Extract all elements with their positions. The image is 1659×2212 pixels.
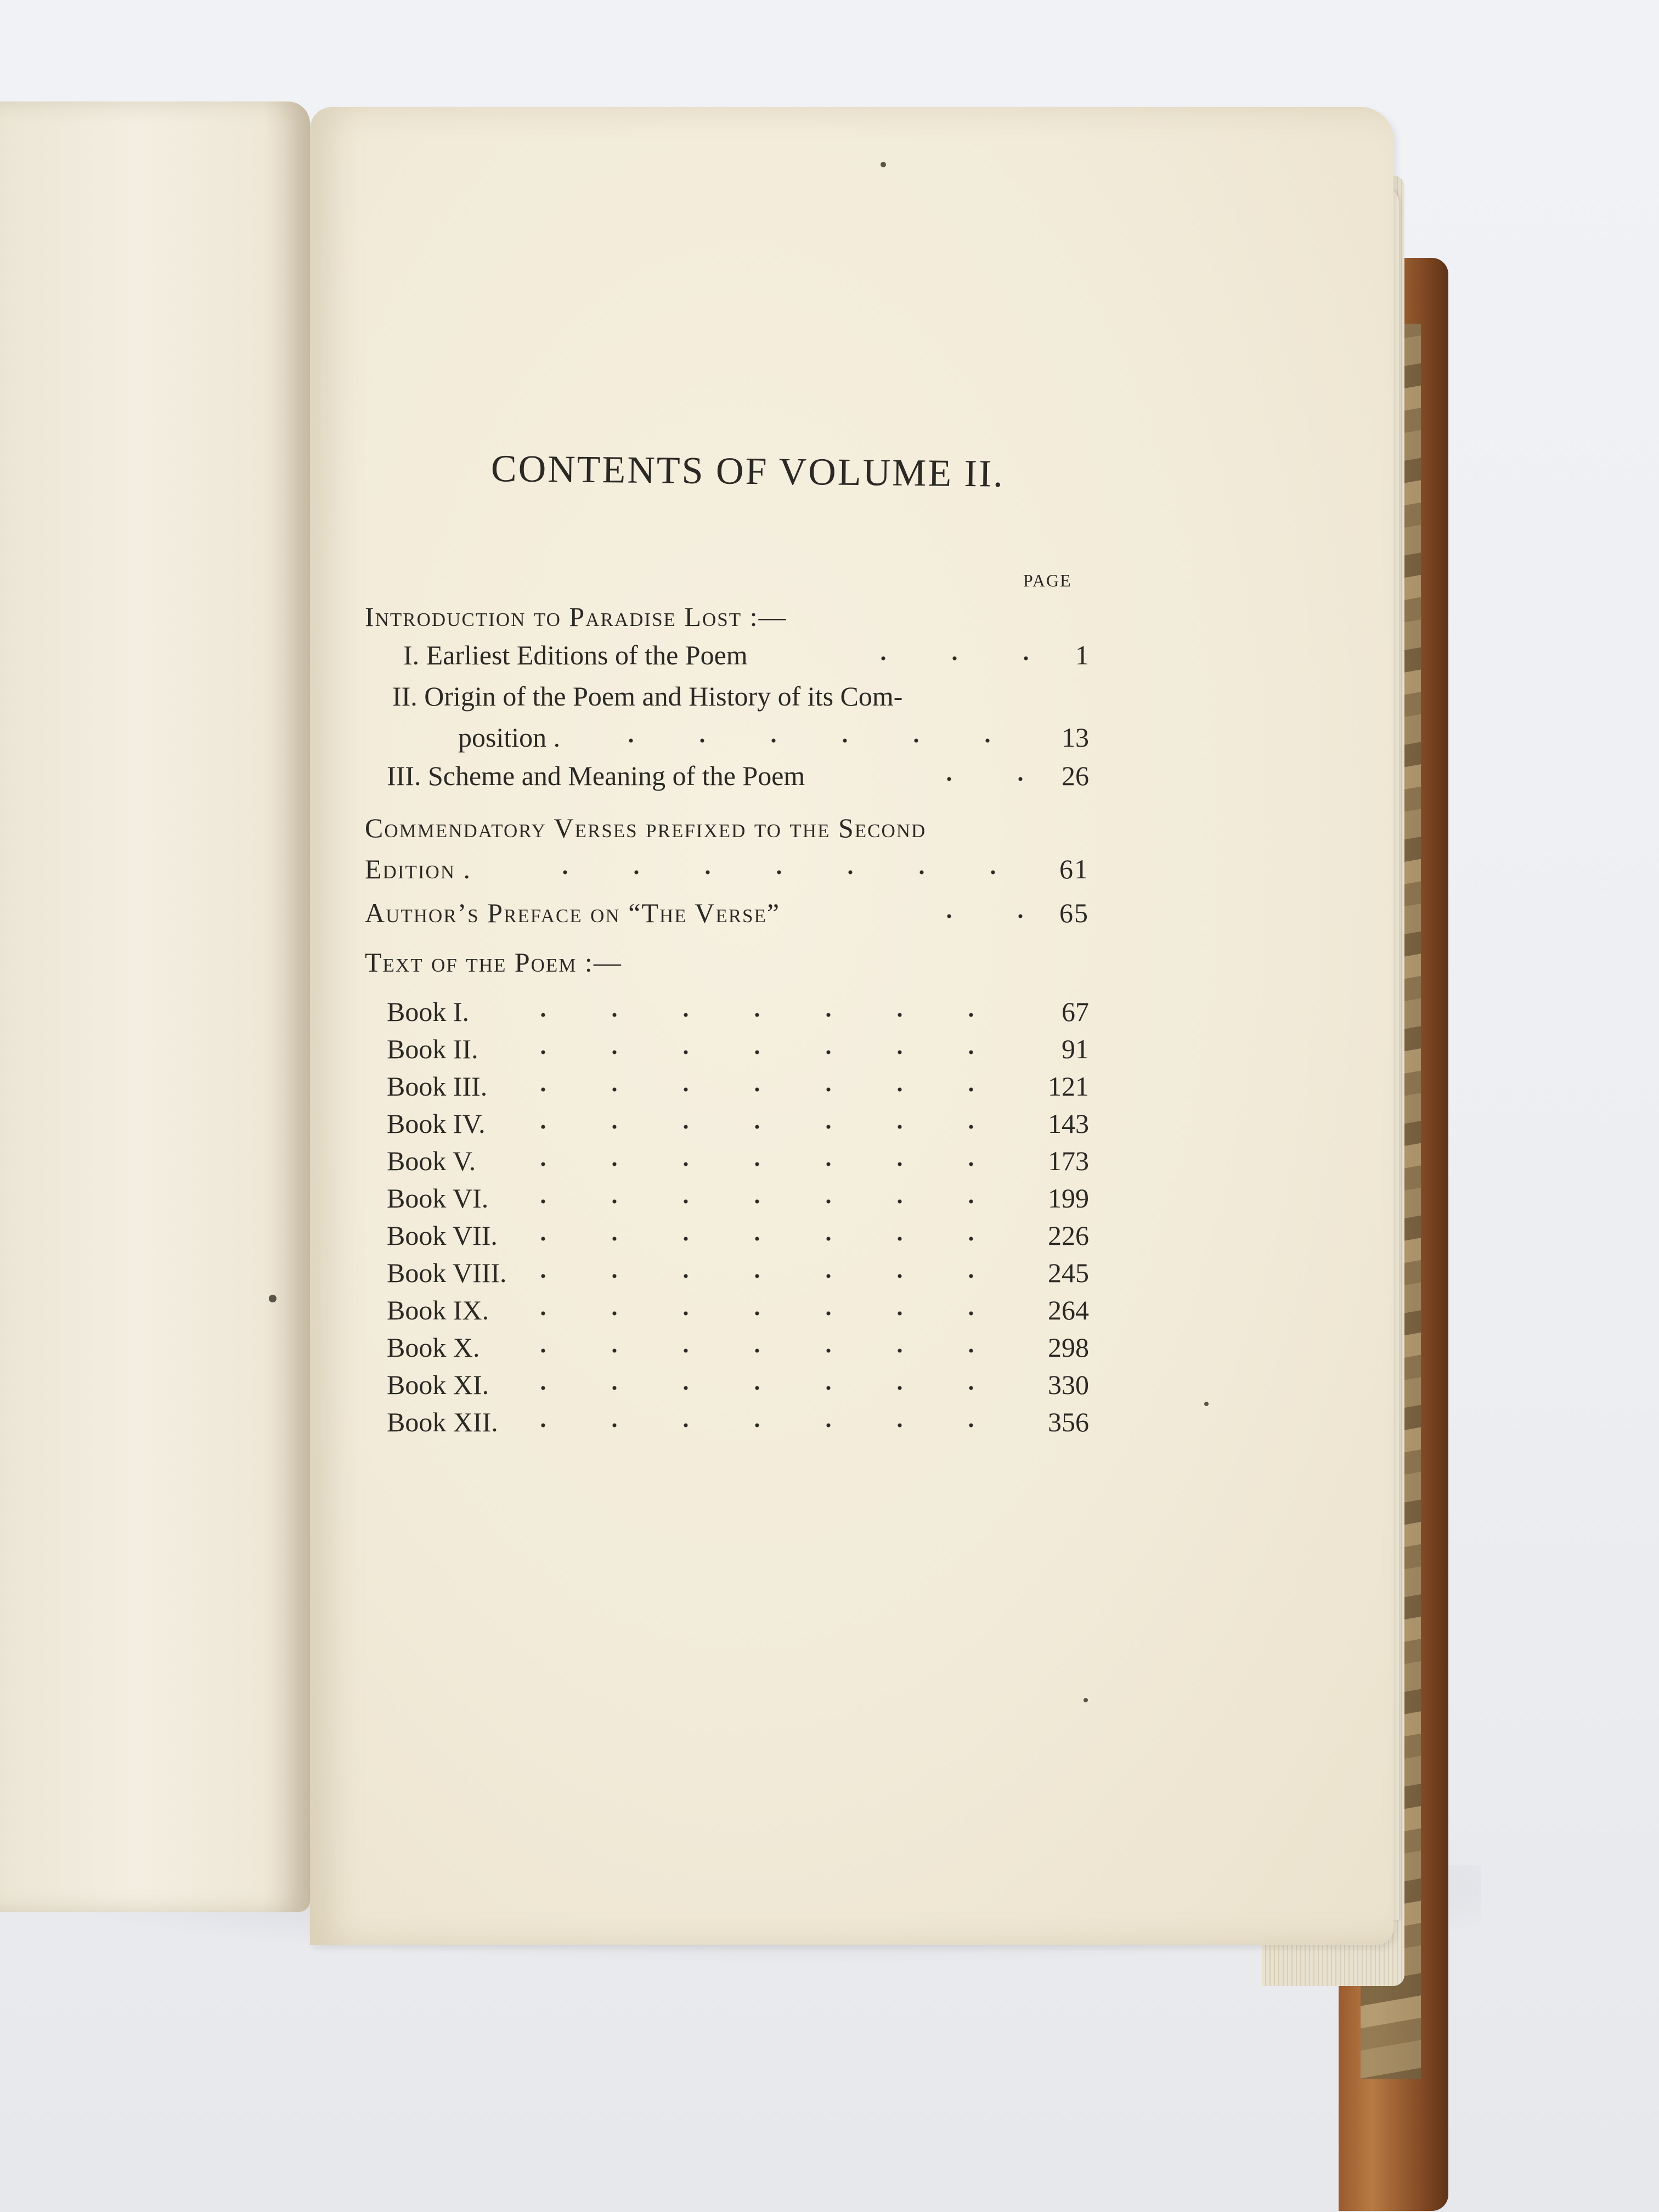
leader-dots: [507, 1087, 1034, 1092]
toc-entry: Author’s Preface on “The Verse” 65: [365, 898, 1089, 928]
paper-speck: [1084, 1698, 1088, 1702]
leader-dots: [507, 1199, 1034, 1204]
book-entry: Book V. 173: [387, 1146, 1089, 1176]
toc-entry-continued: position . 13: [458, 722, 1089, 753]
toc-entry: Edition . 61: [365, 854, 1089, 884]
leader-dots: [507, 1236, 1034, 1242]
leader-dots: [595, 738, 1034, 743]
leader-dots: [913, 913, 1034, 919]
book-entry: Book X. 298: [387, 1332, 1089, 1363]
leader-dots: [507, 1273, 1034, 1279]
leader-dots: [848, 656, 1034, 661]
book-entry: Book VI. 199: [387, 1183, 1089, 1214]
commendatory-verses-heading: Commendatory Verses prefixed to the Second: [365, 812, 927, 843]
toc-entry: I. Earliest Editions of the Poem 1: [403, 640, 1089, 670]
book-entry: Book IX. 264: [387, 1295, 1089, 1325]
page-column-header: PAGE: [1023, 571, 1072, 590]
paper-speck: [1204, 1402, 1209, 1406]
toc-entry: III. Scheme and Meaning of the Poem 26: [387, 760, 1089, 791]
leader-dots: [913, 776, 1034, 782]
book-entry: Book III. 121: [387, 1071, 1089, 1102]
book-entry: Book I. 67: [387, 996, 1089, 1027]
contents-title: CONTENTS OF VOLUME II.: [490, 448, 1005, 495]
leader-dots: [507, 1423, 1034, 1428]
book-entry: Book II. 91: [387, 1034, 1089, 1064]
leader-dots: [507, 1124, 1034, 1130]
leader-dots: [507, 1012, 1034, 1018]
leader-dots: [507, 1385, 1034, 1391]
toc-entry: II. Origin of the Poem and History of its Com-: [392, 681, 903, 712]
paper-speck: [881, 162, 886, 167]
book-entry: Book VIII. 245: [387, 1257, 1089, 1288]
book-entry: Book XII. 356: [387, 1407, 1089, 1437]
leader-dots: [507, 1161, 1034, 1167]
leader-dots: [507, 1049, 1034, 1055]
leader-dots: [507, 1311, 1034, 1316]
book-entry: Book XI. 330: [387, 1369, 1089, 1400]
paper-speck: [269, 1295, 276, 1302]
book-entry: Book IV. 143: [387, 1108, 1089, 1139]
right-page: [310, 107, 1393, 1945]
leader-dots: [507, 1348, 1034, 1353]
left-page: [0, 101, 310, 1912]
leader-dots: [529, 870, 1034, 875]
introduction-heading: Introduction to Paradise Lost :—: [365, 601, 787, 632]
book-entry: Book VII. 226: [387, 1220, 1089, 1251]
text-of-poem-heading: Text of the Poem :—: [365, 947, 622, 978]
